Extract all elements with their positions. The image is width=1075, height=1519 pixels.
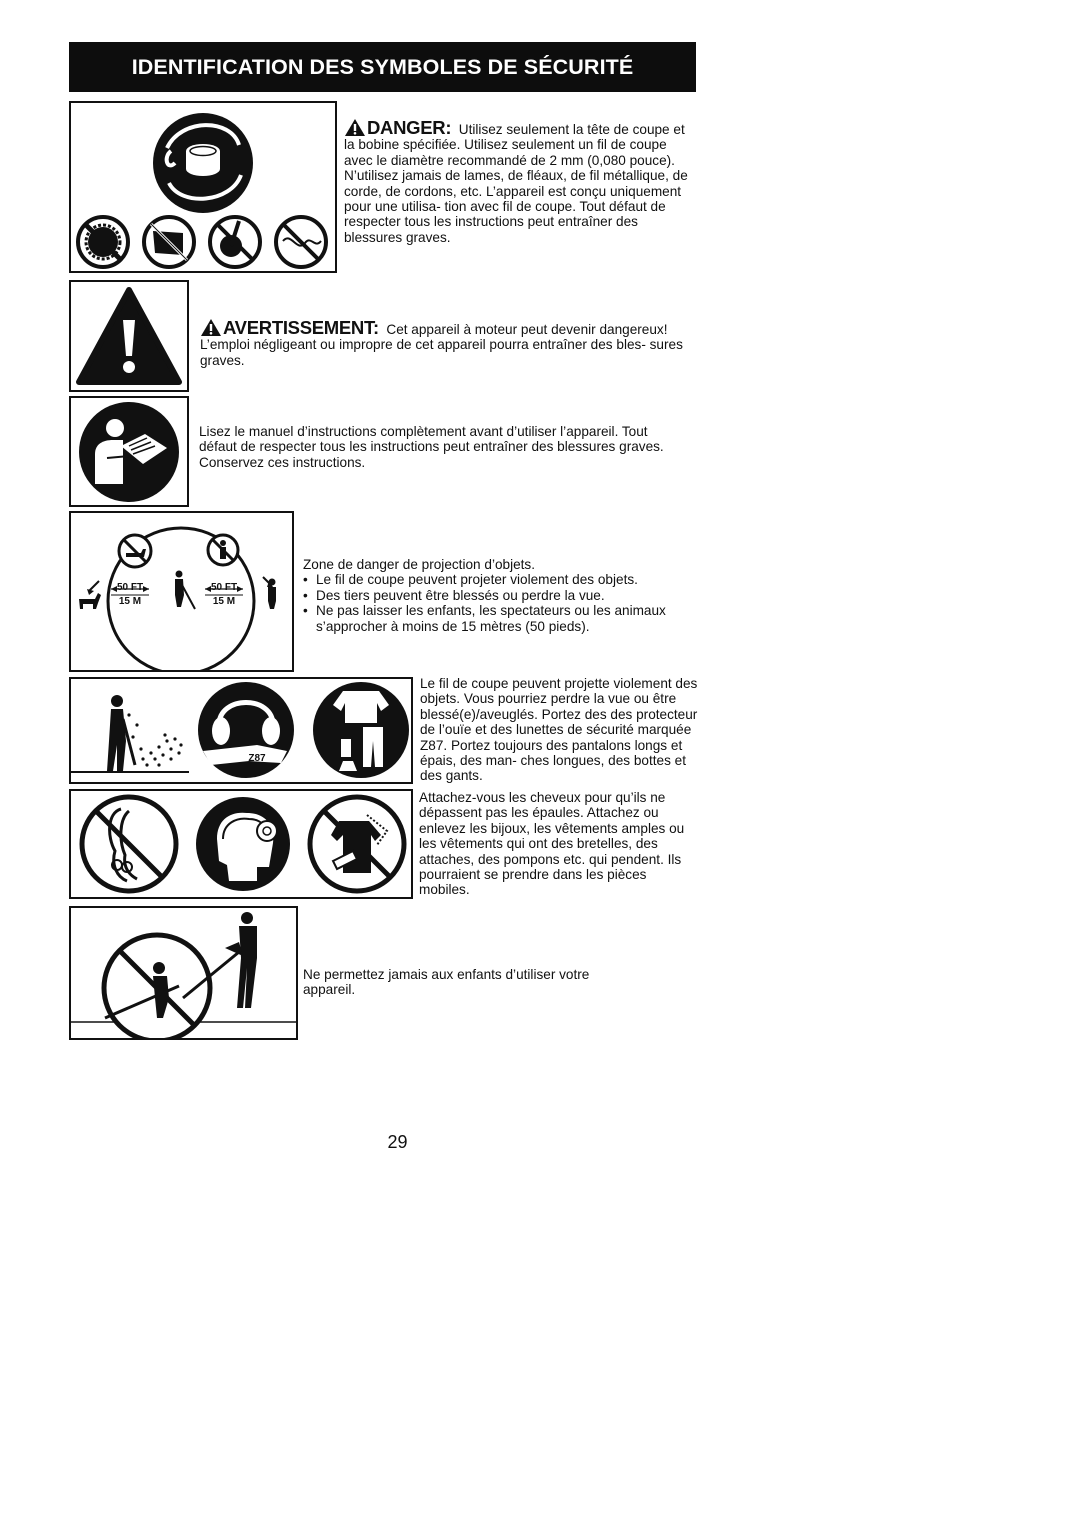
danger-text: Utilisez seulement la tête de coupe et la bobine spécifiée. Utilisez seulement un fil de coupe avec le diamètre recommandé de 2 mm (0,080 pouce). N’utilisez jamais de lames, de fléaux, de fil métallique, de corde, de cordons, etc. L’appareil est conçu uniquement pour une utilisa- tion avec fil de coupe. Tout défaut de respecter tous les instructions peut entraîner des blessures graves. (344, 122, 688, 245)
page-number: 29 (387, 1132, 408, 1152)
operator-icon (175, 571, 195, 610)
eye-hearing-protection-icon (71, 695, 189, 772)
no-person-sign-icon (208, 535, 238, 565)
protection-symbol-box (69, 677, 413, 784)
no-brush-blade-icon (144, 217, 194, 267)
section-header (69, 42, 696, 92)
trimmer-head-symbol-box (69, 101, 337, 273)
zone-title: Zone de danger de projection d’objets. (303, 557, 536, 572)
warning-triangle-icon (79, 290, 179, 382)
goggles-label: Z87 (248, 753, 266, 764)
right-distance-ft: 50 FT (210, 582, 238, 593)
zone-bullet: • Le fil de coupe peuvent projeter violement des objets. (303, 572, 693, 587)
no-rope-icon (276, 217, 326, 267)
dog-icon (79, 593, 101, 609)
protection-block (420, 676, 702, 784)
left-distance-m: 15 M (118, 596, 142, 607)
hearing-protection-icon (198, 682, 294, 778)
protection-text: Le fil de coupe peuvent projette violement des objets. Vous pourriez perdre la vue ou être blessé(e)/aveuglés. Portez des des protecteur de l’ouïe et des lunettes de sécurité marquée Z87. Portez toujours des pantalons longs et épais, des man- ches longues, des bottes et des gants. (420, 676, 698, 784)
no-metal-attachment-icon (210, 217, 260, 267)
zone-block (303, 557, 693, 634)
warning-text: Cet appareil à moteur peut devenir dangereux! L’emploi négligeant ou impropre de cet appareil pourra entraîner des bles- sures graves. (200, 322, 683, 368)
hair-text: Attachez-vous les cheveux pour qu’ils ne dépassent pas les épaules. Attachez ou enlevez les bijoux, les vêtements amples ou les vêtements qui ont des bretelles, des attaches, des pompons etc. qui pendent. Ils pourraient se prendre dans les pièces mobiles. (419, 790, 685, 898)
trimmer-head-icon (153, 113, 253, 213)
hair-block (419, 790, 699, 898)
manual-symbol-box (69, 396, 189, 507)
protective-clothing-icon (313, 682, 409, 778)
left-distance-ft: 50 FT (116, 582, 144, 593)
danger-keyword: DANGER: (367, 117, 452, 138)
zone-bullet-list (303, 572, 693, 634)
danger-zone-icon (79, 528, 276, 670)
right-distance-m: 15 M (212, 596, 236, 607)
warning-symbol-box (69, 280, 189, 392)
bystander-icon (268, 579, 276, 610)
no-saw-blade-icon (78, 217, 128, 267)
warning-block (200, 318, 690, 368)
manual-text: Lisez le manuel d’instructions complètement avant d’utiliser l’appareil. Tout défaut de respecter tous les instructions peut entraîner des blessures graves. Conservez ces instructions. (199, 424, 664, 470)
children-symbol-box (69, 906, 298, 1040)
danger-block (344, 118, 689, 245)
zone-bullet: • Des tiers peuvent être blessés ou perdre la vue. (303, 588, 693, 603)
manual-block (199, 424, 684, 470)
no-children-icon (71, 912, 296, 1038)
no-loose-hair-icon (82, 797, 176, 891)
no-loose-clothing-icon (310, 797, 404, 891)
warning-keyword: AVERTISSEMENT: (223, 317, 379, 338)
danger-zone-symbol-box (69, 511, 294, 672)
tie-hair-icon (196, 797, 290, 891)
children-block (303, 967, 633, 998)
section-title: IDENTIFICATION DES SYMBOLES DE SÉCURITÉ (131, 54, 634, 79)
no-dog-sign-icon (119, 535, 151, 567)
children-text: Ne permettez jamais aux enfants d’utiliser votre appareil. (303, 967, 590, 998)
zone-bullet: • Ne pas laisser les enfants, les spectateurs ou les animaux s’approcher à moins de 15 mètres (50 pieds). (303, 603, 693, 634)
warning-keyword-triangle-icon (200, 318, 222, 337)
danger-triangle-icon (344, 118, 366, 137)
read-manual-icon (79, 402, 179, 502)
hair-symbol-box (69, 789, 413, 899)
